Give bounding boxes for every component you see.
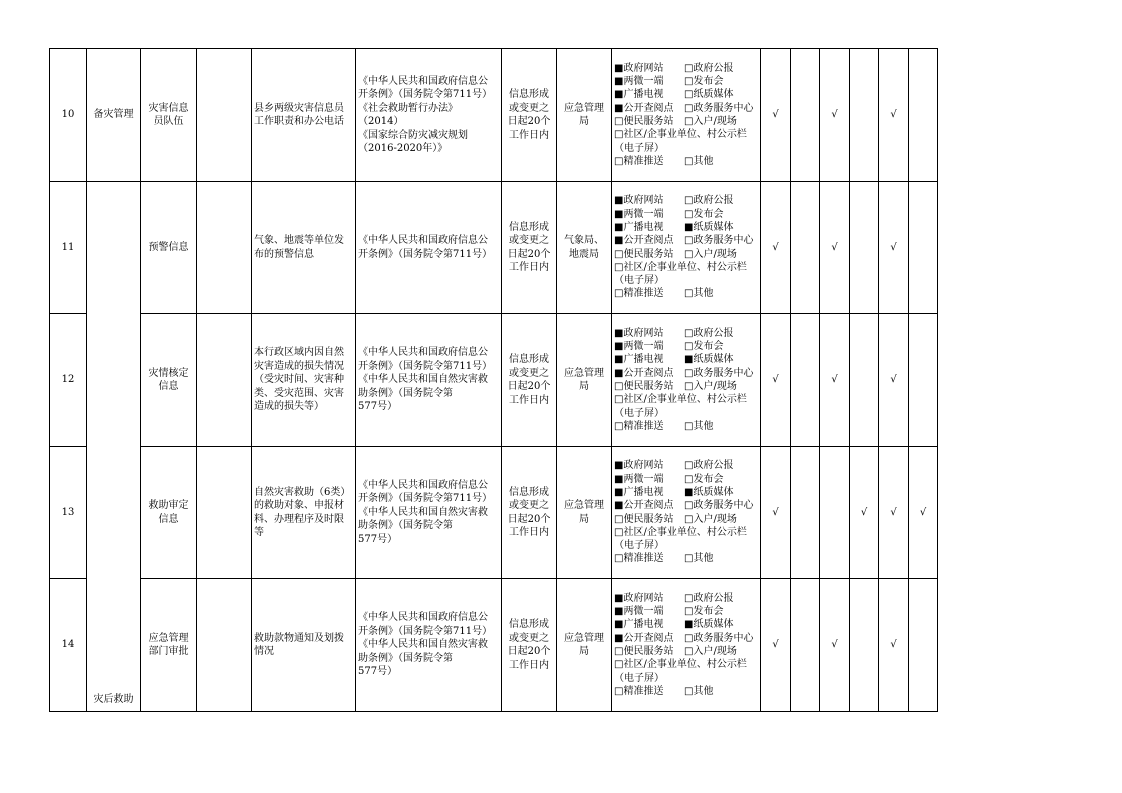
check-cell xyxy=(850,49,879,182)
check-cell: √ xyxy=(761,182,791,314)
disclosure-time: 信息形成 或变更之 日起20个 工作日内 xyxy=(502,447,557,579)
item-content: 救助款物通知及划拨 情况 xyxy=(252,579,356,712)
table-row xyxy=(50,447,938,579)
check-cell: √ xyxy=(879,49,909,182)
group-prep: 备灾管理 xyxy=(87,49,141,182)
disclosure-table xyxy=(49,48,938,712)
disclosure-subject: 应急管理 局 xyxy=(557,314,612,447)
disclosure-channels: ■政府网站 □政府公报 ■两微一端 □发布会 ■广播电视 ■纸质媒体 ■公开查阅点 □政务服务中心 □便民服务站 □入户/现场 □社区/企事业单位、村公示栏 （电子屏） □精准推送 □其他 xyxy=(612,314,761,447)
row-number: 11 xyxy=(50,182,87,314)
item-name: 救助审定 信息 xyxy=(141,447,197,579)
item-content: 气象、地震等单位发 布的预警信息 xyxy=(252,182,356,314)
check-cell xyxy=(909,182,938,314)
table-row xyxy=(50,49,938,182)
check-cell: √ xyxy=(761,579,791,712)
row-number: 13 xyxy=(50,447,87,579)
disclosure-subject: 气象局、 地震局 xyxy=(557,182,612,314)
item-name: 预警信息 xyxy=(141,182,197,314)
legal-basis: 《中华人民共和国政府信息公 开条例》（国务院令第711号） xyxy=(356,182,502,314)
legal-basis: 《中华人民共和国政府信息公 开条例》（国务院令第711号） 《社会救助暂行办法》 （2014） 《国家综合防灾减灾规划 （2016-2020年）》 xyxy=(356,49,502,182)
check-cell xyxy=(850,314,879,447)
table-row xyxy=(50,579,938,712)
item-content: 本行政区域内因自然 灾害造成的损失情况 （受灾时间、灾害种 类、受灾范围、灾害 造成的损失等） xyxy=(252,314,356,447)
check-cell: √ xyxy=(909,447,938,579)
check-cell: √ xyxy=(820,49,850,182)
row-number: 12 xyxy=(50,314,87,447)
legal-basis: 《中华人民共和国政府信息公 开条例》（国务院令第711号） 《中华人民共和国自然灾害救 助条例》（国务院令第 577号） xyxy=(356,447,502,579)
check-cell: √ xyxy=(761,49,791,182)
disclosure-channels: ■政府网站 □政府公报 ■两微一端 □发布会 ■广播电视 ■纸质媒体 ■公开查阅点 □政务服务中心 □便民服务站 □入户/现场 □社区/企事业单位、村公示栏 （电子屏） □精准推送 □其他 xyxy=(612,182,761,314)
check-cell: √ xyxy=(879,579,909,712)
disclosure-time: 信息形成 或变更之 日起20个 工作日内 xyxy=(502,314,557,447)
legal-basis: 《中华人民共和国政府信息公 开条例》（国务院令第711号） 《中华人民共和国自然灾害救 助条例》（国务院令第 577号） xyxy=(356,579,502,712)
check-cell xyxy=(850,579,879,712)
item-name: 应急管理 部门审批 xyxy=(141,579,197,712)
disclosure-time: 信息形成 或变更之 日起20个 工作日内 xyxy=(502,579,557,712)
item-name: 灾害信息 员队伍 xyxy=(141,49,197,182)
check-cell xyxy=(909,579,938,712)
check-cell xyxy=(909,314,938,447)
disclosure-channels: ■政府网站 □政府公报 ■两微一端 □发布会 ■广播电视 □纸质媒体 ■公开查阅点 □政务服务中心 □便民服务站 □入户/现场 □社区/企事业单位、村公示栏 （电子屏） □精准推送 □其他 xyxy=(612,49,761,182)
check-cell xyxy=(850,182,879,314)
disclosure-subject: 应急管理 局 xyxy=(557,579,612,712)
empty-cell xyxy=(197,579,252,712)
check-cell: √ xyxy=(879,314,909,447)
check-cell: √ xyxy=(761,314,791,447)
check-cell: √ xyxy=(820,579,850,712)
table-row xyxy=(50,314,938,447)
disclosure-subject: 应急管理 局 xyxy=(557,49,612,182)
check-cell xyxy=(791,314,820,447)
check-cell: √ xyxy=(761,447,791,579)
empty-cell xyxy=(197,447,252,579)
check-cell: √ xyxy=(879,182,909,314)
disclosure-time: 信息形成 或变更之 日起20个 工作日内 xyxy=(502,49,557,182)
check-cell: √ xyxy=(820,182,850,314)
legal-basis: 《中华人民共和国政府信息公 开条例》（国务院令第711号） 《中华人民共和国自然灾害救 助条例》（国务院令第 577号） xyxy=(356,314,502,447)
item-name: 灾情核定 信息 xyxy=(141,314,197,447)
item-content: 自然灾害救助（6类） 的救助对象、申报材 料、办理程序及时限 等 xyxy=(252,447,356,579)
item-content: 县乡两级灾害信息员 工作职责和办公电话 xyxy=(252,49,356,182)
check-cell: √ xyxy=(850,447,879,579)
row-number: 14 xyxy=(50,579,87,712)
check-cell xyxy=(909,49,938,182)
row-number: 10 xyxy=(50,49,87,182)
disclosure-time: 信息形成 或变更之 日起20个 工作日内 xyxy=(502,182,557,314)
check-cell xyxy=(791,579,820,712)
empty-cell xyxy=(197,182,252,314)
table-row xyxy=(50,182,938,314)
disclosure-channels: ■政府网站 □政府公报 ■两微一端 □发布会 ■广播电视 ■纸质媒体 ■公开查阅点 □政务服务中心 □便民服务站 □入户/现场 □社区/企事业单位、村公示栏 （电子屏） □精准推送 □其他 xyxy=(612,579,761,712)
check-cell xyxy=(791,447,820,579)
empty-cell xyxy=(197,314,252,447)
check-cell xyxy=(791,49,820,182)
disclosure-subject: 应急管理 局 xyxy=(557,447,612,579)
group-post: 灾后救助 xyxy=(87,182,141,712)
check-cell xyxy=(820,447,850,579)
check-cell: √ xyxy=(820,314,850,447)
check-cell: √ xyxy=(879,447,909,579)
empty-cell xyxy=(197,49,252,182)
disclosure-channels: ■政府网站 □政府公报 ■两微一端 □发布会 ■广播电视 ■纸质媒体 ■公开查阅点 □政务服务中心 □便民服务站 □入户/现场 □社区/企事业单位、村公示栏 （电子屏） □精准推送 □其他 xyxy=(612,447,761,579)
check-cell xyxy=(791,182,820,314)
